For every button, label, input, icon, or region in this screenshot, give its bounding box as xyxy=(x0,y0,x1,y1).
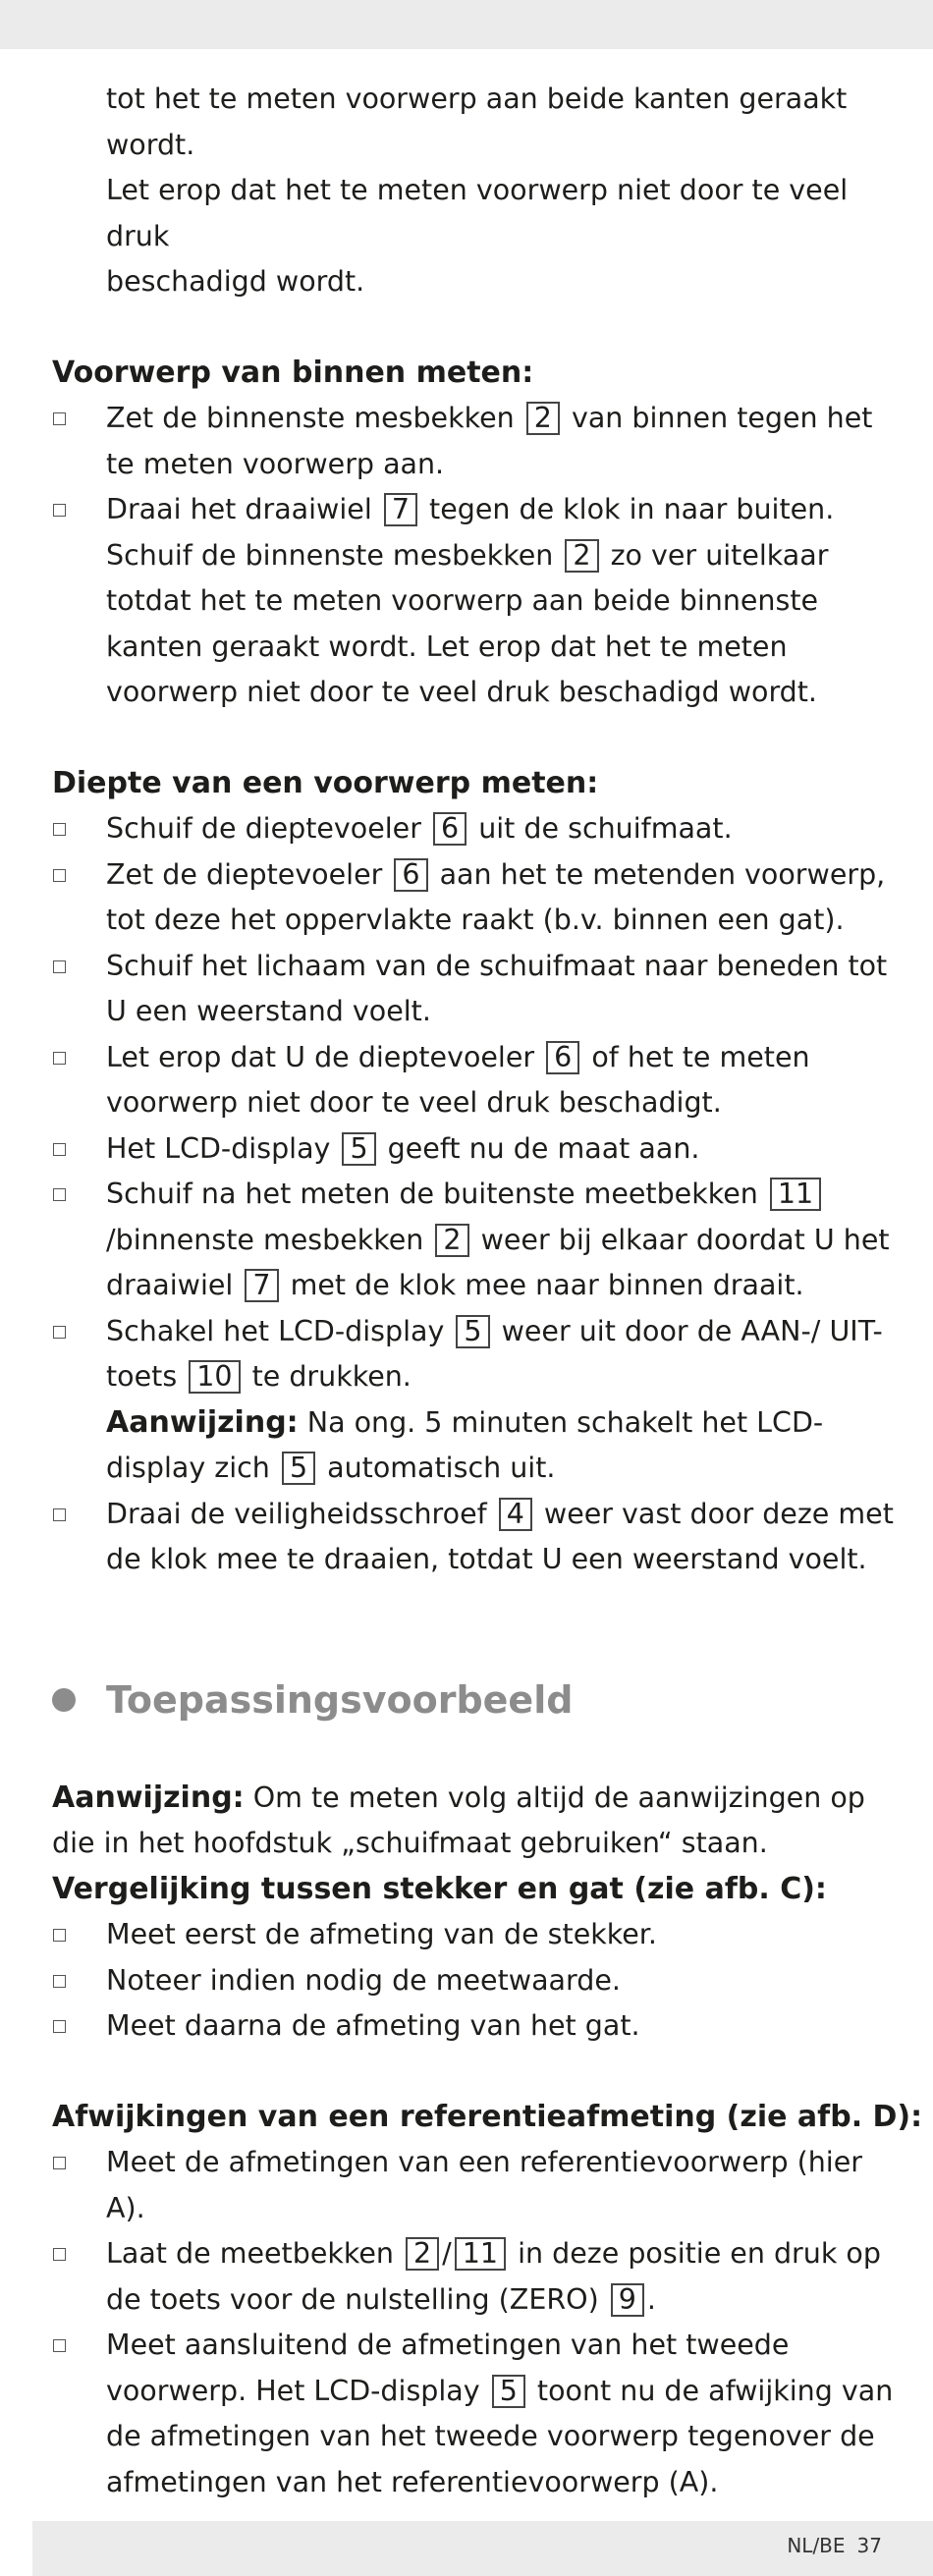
list-item: Draai de veiligheidsschroef 4 weer vast door deze met de klok mee te draaien, totdat U een weerstand voelt. xyxy=(0,1492,933,1583)
circle-bullet-icon xyxy=(52,1688,76,1712)
list-item: Meet eerst de afmeting van de stekker. xyxy=(0,1912,933,1958)
depth-steps xyxy=(0,806,933,1583)
language-code: NL/BE xyxy=(787,2534,846,2557)
list-item: Let erop dat U de dieptevoeler 6 of het te meten voorwerp niet door te veel druk beschadigt. xyxy=(0,1035,933,1126)
note-label: Aanwijzing: xyxy=(106,1404,299,1440)
ref-number: 5 xyxy=(342,1132,375,1166)
ref-number: 7 xyxy=(384,493,417,526)
list-item: Draai het draaiwiel 7 tegen de klok in naar buiten. Schuif de binnenste mesbekken 2 zo ver uitelkaar totdat het te meten voorwerp aan beide binnenste kanten geraakt wordt. Let erop dat het te meten voorwerp niet door te veel druk beschadigd wordt. xyxy=(0,487,933,716)
example-note: Aanwijzing: Om te meten volg altijd de aanwijzingen op die in het hoofdstuk „schuifmaat gebruiken“ staan. xyxy=(52,1780,865,1859)
square-bullet-icon xyxy=(53,504,66,517)
section-title: Toepassingsvoorbeeld xyxy=(0,1675,933,1725)
list-item: Noteer indien nodig de meetwaarde. xyxy=(0,1958,933,2004)
ref-number: 4 xyxy=(499,1498,532,1531)
list-item: Schakel het LCD-display 5 weer uit door de AAN-/ UIT-toets 10 te drukken. Aanwijzing: Na ong. 5 minuten schakelt het LCD-display zich 5 automatisch uit. xyxy=(0,1309,933,1492)
ref-number: 5 xyxy=(456,1315,489,1348)
deviation-steps xyxy=(0,2140,933,2505)
list-item: Schuif het lichaam van de schuifmaat naar beneden tot U een weerstand voelt. xyxy=(0,944,933,1035)
list-item: Meet de afmetingen van een referentievoorwerp (hier A). xyxy=(0,2140,933,2231)
ref-number: 2 xyxy=(435,1224,468,1257)
list-item: Meet daarna de afmeting van het gat. xyxy=(0,2003,933,2050)
list-item: Schuif na het meten de buitenste meetbekken 11/binnenste mesbekken 2 weer bij elkaar doordat U het draaiwiel 7 met de klok mee naar binnen draait. xyxy=(0,1172,933,1309)
square-bullet-icon xyxy=(53,1143,66,1156)
list-item: Laat de meetbekken 2 / 11 in deze positie en druk op de toets voor de nulstelling (ZERO) 9 . xyxy=(0,2231,933,2323)
ref-number: 2 xyxy=(526,402,560,435)
square-bullet-icon xyxy=(53,1975,66,1988)
list-item: Schuif de dieptevoeler 6 uit de schuifmaat. xyxy=(0,806,933,852)
top-bar xyxy=(0,0,933,49)
ref-number: 10 xyxy=(189,1360,240,1394)
square-bullet-icon xyxy=(53,1929,66,1942)
footer-label xyxy=(787,2534,882,2557)
ref-number: 6 xyxy=(394,858,427,892)
intro-line: Let erop dat het te meten voorwerp niet door te veel druk xyxy=(106,174,849,252)
list-item: Zet de dieptevoeler 6 aan het te metenden voorwerp, tot deze het oppervlakte raakt (b.v. binnen een gat). xyxy=(0,852,933,944)
ref-number: 2 xyxy=(565,539,598,573)
ref-number: 11 xyxy=(455,2237,506,2271)
square-bullet-icon xyxy=(53,2248,66,2261)
square-bullet-icon xyxy=(53,1188,66,1201)
heading-inside-measure: Voorwerp van binnen meten: xyxy=(52,355,534,390)
ref-number: 6 xyxy=(546,1041,579,1074)
ref-number: 6 xyxy=(433,812,466,846)
page-content xyxy=(0,77,933,2505)
ref-number: 5 xyxy=(282,1452,315,1485)
ref-number: 5 xyxy=(492,2375,525,2408)
heading-deviation: Afwijkingen van een referentieafmeting (zie afb. D): xyxy=(52,2099,923,2134)
inside-steps xyxy=(0,396,933,716)
heading-depth-measure: Diepte van een voorwerp meten: xyxy=(52,765,599,800)
square-bullet-icon xyxy=(53,869,66,882)
heading-comparison: Vergelijking tussen stekker en gat (zie afb. C): xyxy=(52,1871,827,1906)
ref-number: 9 xyxy=(611,2283,644,2317)
square-bullet-icon xyxy=(53,823,66,836)
list-item: Het LCD-display 5 geeft nu de maat aan. xyxy=(0,1126,933,1173)
ref-number: 7 xyxy=(245,1269,278,1302)
ref-number: 11 xyxy=(770,1178,821,1211)
square-bullet-icon xyxy=(53,2157,66,2169)
square-bullet-icon xyxy=(53,1508,66,1521)
ref-number: 2 xyxy=(406,2237,439,2271)
intro-line: beschadigd wordt. xyxy=(106,265,365,298)
square-bullet-icon xyxy=(53,2020,66,2033)
list-item: Zet de binnenste mesbekken 2 van binnen tegen het te meten voorwerp aan. xyxy=(0,396,933,487)
list-item: Meet aansluitend de afmetingen van het tweede voorwerp. Het LCD-display 5 toont nu de afwijking van de afmetingen van het tweede voorwerp tegenover de afmetingen van het referentievoorwerp (A). xyxy=(0,2323,933,2505)
square-bullet-icon xyxy=(53,1052,66,1065)
comparison-steps xyxy=(0,1912,933,2050)
square-bullet-icon xyxy=(53,412,66,425)
note-label: Aanwijzing: xyxy=(52,1780,245,1815)
square-bullet-icon xyxy=(53,960,66,973)
page-footer xyxy=(0,2521,933,2576)
square-bullet-icon xyxy=(53,1326,66,1339)
square-bullet-icon xyxy=(53,2339,66,2352)
page-number: 37 xyxy=(856,2534,882,2557)
intro-line: tot het te meten voorwerp aan beide kanten geraakt wordt. xyxy=(106,82,848,161)
